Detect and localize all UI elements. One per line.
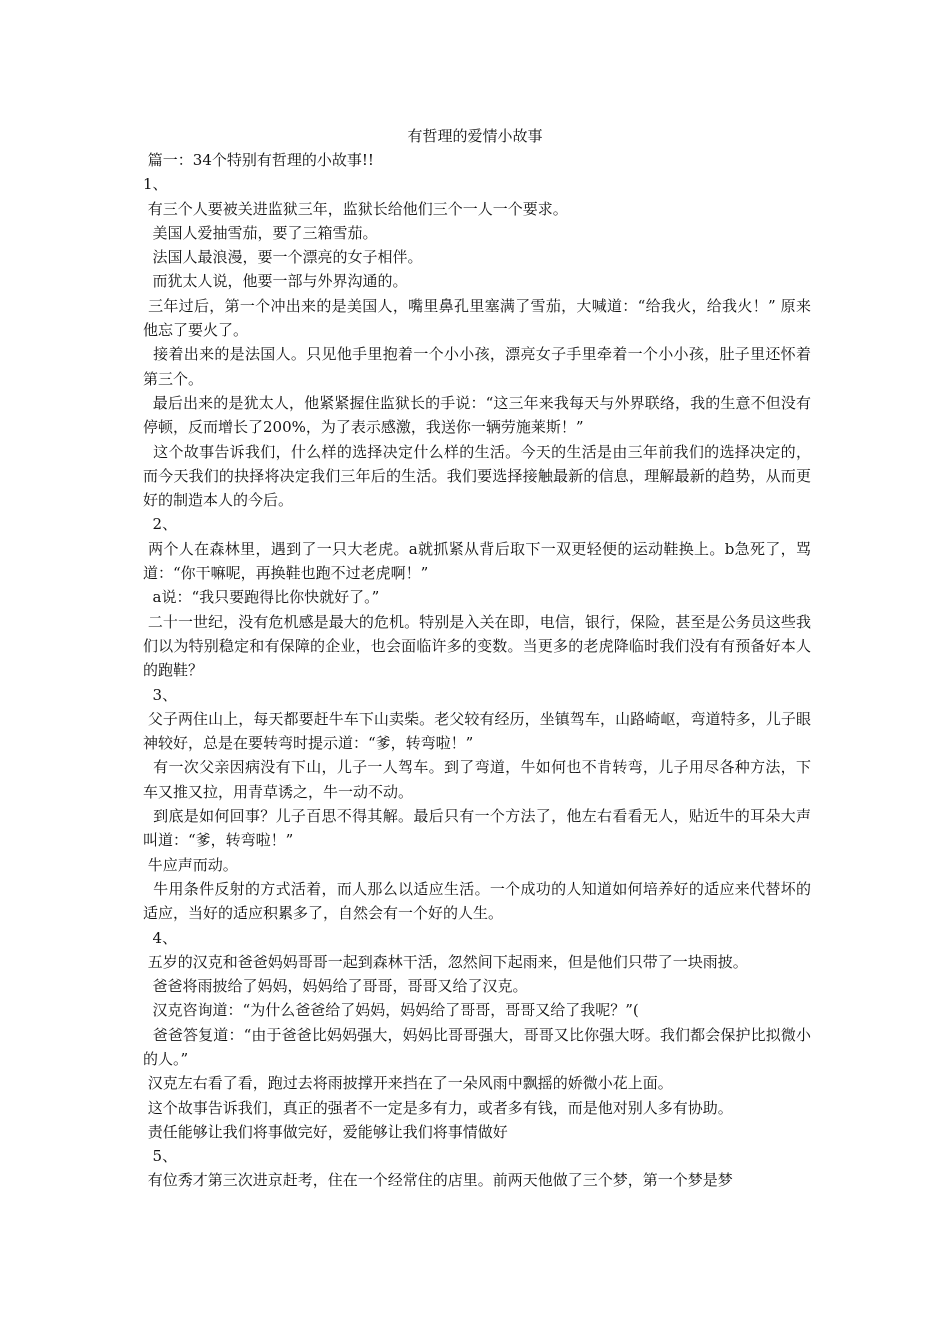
paragraph: 接着出来的是法国人。只见他手里抱着一个小小孩，漂亮女子手里牵着一个小小孩，肚子里还怀着第三个。 xyxy=(143,345,811,388)
paragraph: 有三个人要被关进监狱三年，监狱长给他们三个一人一个要求。 xyxy=(143,199,568,218)
story-number: 5、 xyxy=(143,1147,178,1166)
paragraph: 而犹太人说，他要一部与外界沟通的。 xyxy=(143,272,408,291)
story-number: 2、 xyxy=(143,515,178,534)
document-title: 有哲理的爱情小故事 xyxy=(407,127,543,145)
paragraph: 汉克咨询道：“为什么爸爸给了妈妈，妈妈给了哥哥，哥哥又给了我呢？”( xyxy=(143,1001,639,1020)
story-number: 1、 xyxy=(143,175,168,194)
paragraph: 爸爸将雨披给了妈妈，妈妈给了哥哥，哥哥又给了汉克。 xyxy=(143,977,528,996)
paragraph: a说：“我只要跑得比你快就好了。” xyxy=(143,588,380,607)
paragraph: 两个人在森林里，遇到了一只大老虎。a就抓紧从背后取下一双更轻便的运动鞋换上。b急死了，骂道：“你干嘛呢，再换鞋也跑不过老虎啊！” xyxy=(143,539,811,583)
paragraph: 父子两住山上，每天都要赶牛车下山卖柴。老父较有经历，坐镇驾车，山路崎岖，弯道特多，儿子眼神较好，总是在要转弯时提示道：“爹，转弯啦！” xyxy=(143,709,811,753)
section-heading: 篇一：34个特别有哲理的小故事!! xyxy=(143,151,374,169)
paragraph: 五岁的汉克和爸爸妈妈哥哥一起到森林干活，忽然间下起雨来，但是他们只带了一块雨披。 xyxy=(143,952,748,971)
paragraph: 到底是如何回事？儿子百思不得其解。最后只有一个方法了，他左右看看无人，贴近牛的耳朵大声叫道：“爹，转弯啦！” xyxy=(143,807,811,850)
story-number: 3、 xyxy=(143,685,178,704)
paragraph: 二十一世纪，没有危机感是最大的危机。特别是入关在即，电信，银行，保险，甚至是公务员这些我们以为特别稳定和有保障的企业，也会面临许多的变数。当更多的老虎降临时我们没有有预备好本人的跑鞋？ xyxy=(143,612,811,680)
paragraph: 牛用条件反射的方式活着，而人那么以适应生活。一个成功的人知道如何培养好的适应来代替坏的适应，当好的适应积累多了，自然会有一个好的人生。 xyxy=(143,879,811,923)
document-body xyxy=(143,148,811,1193)
paragraph: 有位秀才第三次进京赶考，住在一个经常住的店里。前两天他做了三个梦，第一个梦是梦 xyxy=(143,1171,733,1190)
paragraph: 汉克左右看了看，跑过去将雨披撑开来挡在了一朵风雨中飘摇的娇微小花上面。 xyxy=(143,1074,673,1093)
paragraph: 爸爸答复道：“由于爸爸比妈妈强大，妈妈比哥哥强大，哥哥又比你强大呀。我们都会保护比拟微小的人。” xyxy=(143,1025,811,1068)
story-number: 4、 xyxy=(143,928,178,947)
paragraph: 三年过后，第一个冲出来的是美国人，嘴里鼻孔里塞满了雪茄，大喊道：“给我火，给我火！” 原来他忘了要火了。 xyxy=(143,296,811,340)
paragraph: 有一次父亲因病没有下山，儿子一人驾车。到了弯道，牛如何也不肯转弯，儿子用尽各种方法，下车又推又拉，用青草诱之，牛一动不动。 xyxy=(143,758,811,801)
paragraph: 最后出来的是犹太人，他紧紧握住监狱长的手说：“这三年来我每天与外界联络，我的生意不但没有停顿，反而增长了200%，为了表示感激，我送你一辆劳施莱斯！” xyxy=(143,393,811,437)
paragraph: 法国人最浪漫，要一个漂亮的女子相伴。 xyxy=(143,248,423,267)
paragraph: 美国人爱抽雪茄，要了三箱雪茄。 xyxy=(143,223,378,242)
paragraph: 责任能够让我们将事做完好，爱能够让我们将事情做好 xyxy=(143,1122,508,1141)
paragraph: 这个故事告诉我们，真正的强者不一定是多有力，或者多有钱，而是他对别人多有协助。 xyxy=(143,1098,733,1117)
paragraph: 牛应声而动。 xyxy=(143,855,238,874)
paragraph: 这个故事告诉我们，什么样的选择决定什么样的生活。今天的生活是由三年前我们的选择决定的，而今天我们的抉择将决定我们三年后的生活。我们要选择接触最新的信息，理解最新的趋势，从而更好的制造本人的今后。 xyxy=(143,442,811,510)
